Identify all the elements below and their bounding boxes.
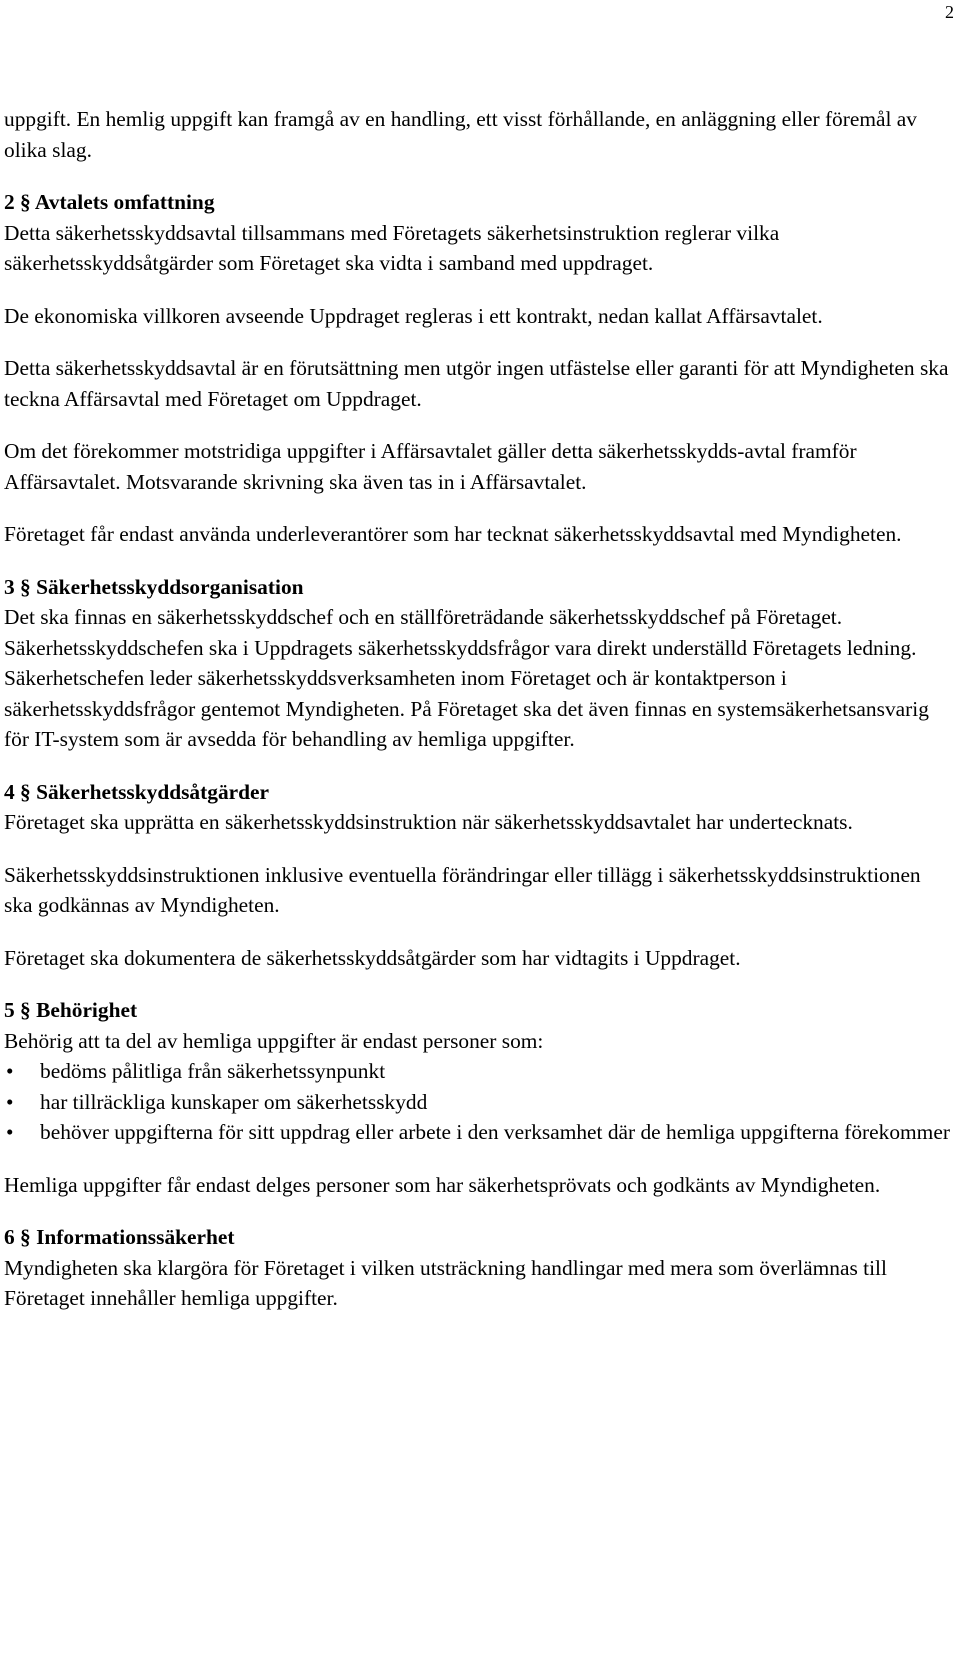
list-item: • behöver uppgifterna för sitt uppdrag eller arbete i den verksamhet där de hemliga uppgifterna förekommer: [4, 1117, 954, 1148]
list-item: • har tillräckliga kunskaper om säkerhetsskydd: [4, 1087, 954, 1118]
paragraph-intro-continuation: uppgift. En hemlig uppgift kan framgå av en handling, ett visst förhållande, en anläggning eller föremål av olika slag.: [4, 107, 917, 162]
paragraph-subcontractors: Företaget får endast använda underleverantörer som har tecknat säkerhetsskyddsavtal med Myndigheten.: [4, 522, 902, 546]
eligibility-list: [4, 1056, 954, 1148]
paragraph-documentation: Företaget ska dokumentera de säkerhetsskyddsåtgärder som har vidtagits i Uppdraget.: [4, 945, 741, 970]
paragraph-organisation: Det ska finnas en säkerhetsskyddschef och en ställföreträdande säkerhetsskyddschef på Företaget. Säkerhetsskyddschefen ska i Uppdragets säkerhetsskyddsfrågor vara direkt underställd Företagets ledning. Säkerhetschefen leder säkerhetsskyddsverksamheten inom Företaget och är kontaktperson i säkerhetsskyddsfrågor gentemot Myndigheten. På Företaget ska det även finnas en systemsäkerhetsansvarig för IT-system som är avsedda för behandling av hemliga uppgifter.: [4, 605, 929, 751]
section-heading-6: 6 § Informationssäkerhet: [4, 1225, 235, 1249]
document-body: [4, 104, 954, 1314]
bullet-icon: •: [6, 1059, 14, 1083]
paragraph-instruction: Företaget ska upprätta en säkerhetsskyddsinstruktion när säkerhetsskyddsavtalet har undertecknats.: [4, 810, 853, 834]
section-heading-3: 3 § Säkerhetsskyddsorganisation: [4, 574, 304, 599]
paragraph-approval: Säkerhetsskyddsinstruktionen inklusive eventuella förändringar eller tillägg i säkerhetsskyddsinstruktionen ska godkännas av Myndigheten.: [4, 862, 921, 917]
list-item: • bedöms pålitliga från säkerhetssynpunkt: [4, 1056, 954, 1087]
section-heading-4: 4 § Säkerhetsskyddsåtgärder: [4, 779, 270, 804]
paragraph-scope: Detta säkerhetsskyddsavtal tillsammans med Företagets säkerhetsinstruktion reglerar vilka säkerhetsskyddsåtgärder som Företaget ska vidta i samband med uppdraget.: [4, 220, 780, 275]
section-heading-2: 2 § Avtalets omfattning: [4, 190, 215, 214]
section-heading-5: 5 § Behörighet: [4, 998, 138, 1022]
paragraph-eligibility: Behörig att ta del av hemliga uppgifter är endast personer som:: [4, 1028, 544, 1053]
bullet-icon: •: [6, 1120, 14, 1144]
paragraph-prerequisite: Detta säkerhetsskyddsavtal är en förutsättning men utgör ingen utfästelse eller garanti för att Myndigheten ska teckna Affärsavtal med Företaget om Uppdraget.: [4, 356, 949, 411]
paragraph-conflict-precedence: Om det förekommer motstridiga uppgifter i Affärsavtalet gäller detta säkerhetsskydds-avtal framför Affärsavtalet. Motsvarande skrivning ska även tas in i Affärsavtalet.: [4, 439, 857, 494]
paragraph-economic-terms: De ekonomiska villkoren avseende Uppdraget regleras i ett kontrakt, nedan kallat Affärsavtalet.: [4, 303, 823, 328]
page-number: 2: [945, 2, 954, 22]
paragraph-disclosure: Hemliga uppgifter får endast delges personer som har säkerhetsprövats och godkänts av Myndigheten.: [4, 1172, 881, 1197]
paragraph-information-security: Myndigheten ska klargöra för Företaget i vilken utsträckning handlingar med mera som överlämnas till Företaget innehåller hemliga uppgifter.: [4, 1255, 887, 1310]
bullet-icon: •: [6, 1089, 14, 1114]
